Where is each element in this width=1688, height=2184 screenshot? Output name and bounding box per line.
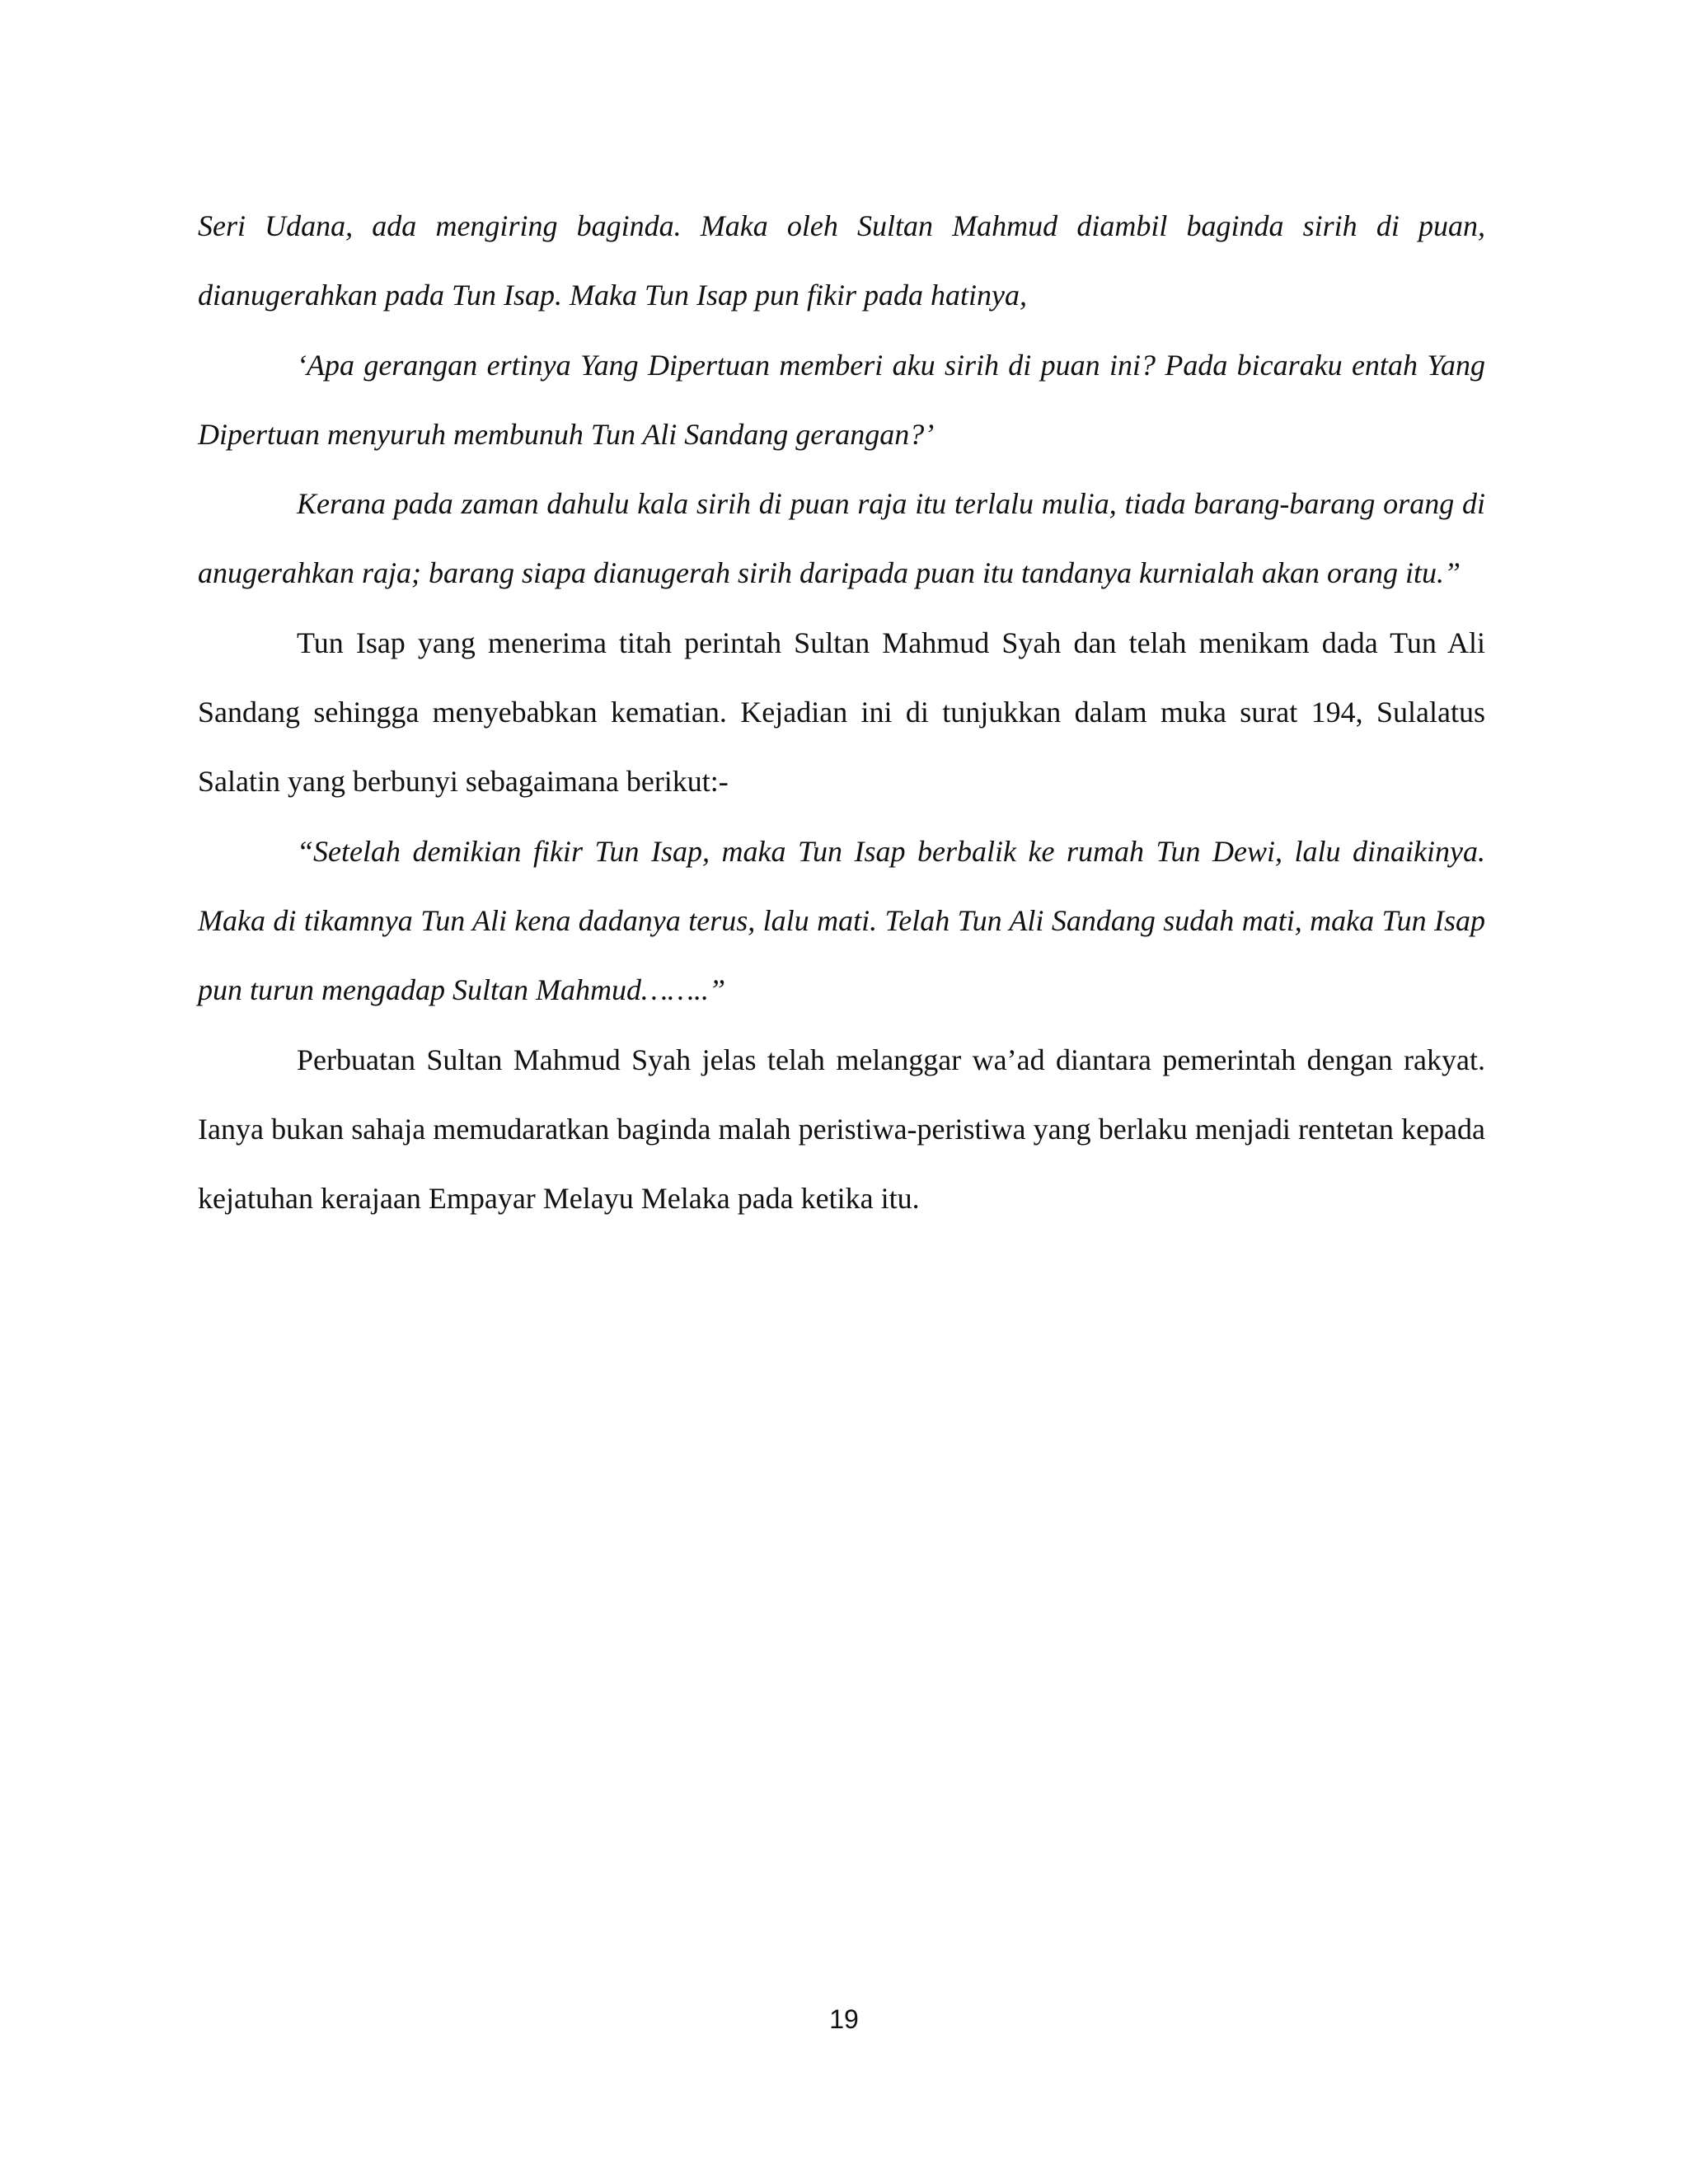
paragraph-quote-continuation: Seri Udana, ada mengiring baginda. Maka oleh Sultan Mahmud diambil baginda sirih di puan, dianugerahkan pada Tun Isap. Maka Tun Isap pun fikir pada hatinya, xyxy=(198,209,1485,312)
paragraph-commentary: Tun Isap yang menerima titah perintah Sultan Mahmud Syah dan telah menikam dada Tun Ali Sandang sehingga menyebabkan kematian. Kejadian ini di tunjukkan dalam muka surat 194, Sulalatus Salatin yang berbunyi sebagaimana berikut:- xyxy=(198,626,1485,799)
body-text xyxy=(198,191,1485,1233)
paragraph-quote-explanation: Kerana pada zaman dahulu kala sirih di puan raja itu terlalu mulia, tiada barang-barang orang di anugerahkan raja; barang siapa dianugerah sirih daripada puan itu tandanya kurnialah akan orang itu.” xyxy=(198,487,1485,590)
paragraph-inner-quote: ‘Apa gerangan ertinya Yang Dipertuan memberi aku sirih di puan ini? Pada bicaraku entah Yang Dipertuan menyuruh membunuh Tun Ali Sandang gerangan?’ xyxy=(198,348,1485,451)
paragraph-conclusion: Perbuatan Sultan Mahmud Syah jelas telah melanggar wa’ad diantara pemerintah dengan rakyat. Ianya bukan sahaja memudaratkan baginda malah peristiwa-peristiwa yang berlaku menjadi rentetan kepada kejatuhan kerajaan Empayar Melayu Melaka pada ketika itu. xyxy=(198,1043,1485,1216)
page-number: 19 xyxy=(829,2004,859,2034)
paragraph-quote-setelah: “Setelah demikian fikir Tun Isap, maka Tun Isap berbalik ke rumah Tun Dewi, lalu dinaikinya. Maka di tikamnya Tun Ali kena dadanya terus, lalu mati. Telah Tun Ali Sandang sudah mati, maka Tun Isap pun turun mengadap Sultan Mahmud……..” xyxy=(198,834,1485,1007)
